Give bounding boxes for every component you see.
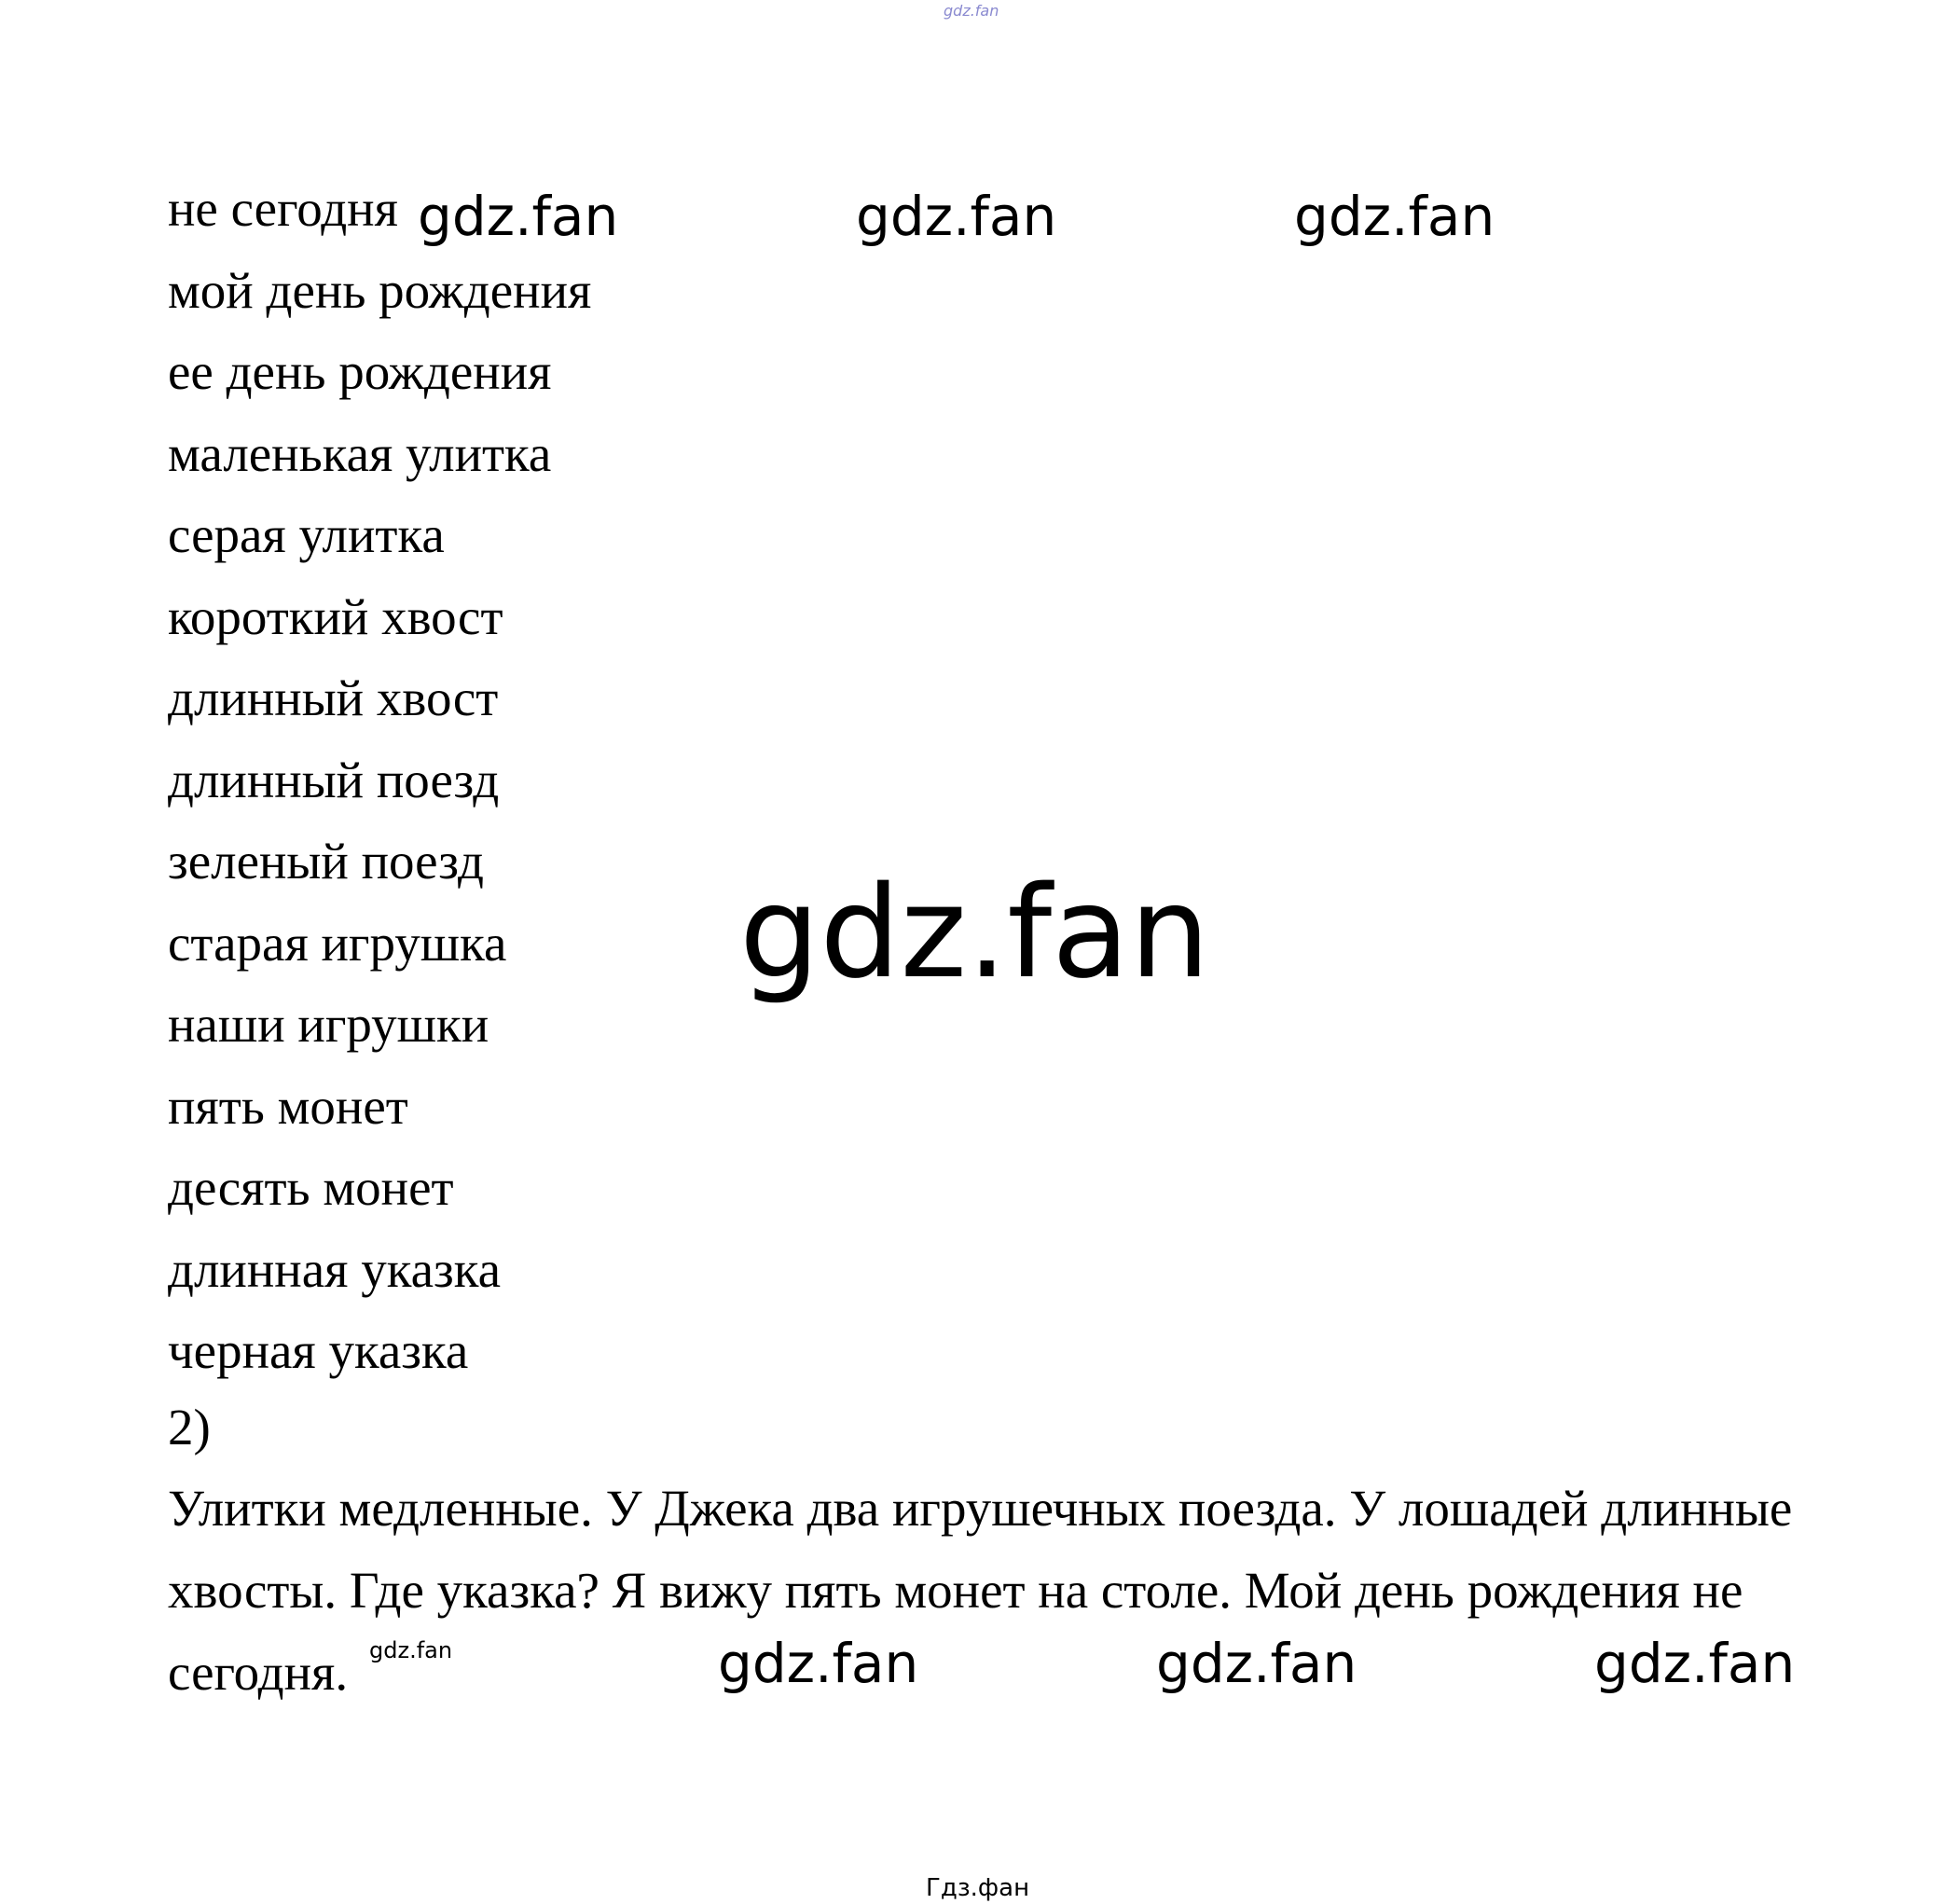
watermark: gdz.fan: [1594, 1632, 1796, 1695]
watermark: gdz.fan: [856, 185, 1057, 248]
phrase-item: маленькая улитка: [168, 424, 552, 482]
section-number: 2): [168, 1399, 211, 1456]
answer-paragraph: Улитки медленные. У Джека два игрушечных поезда. У лошадей длинные хвосты. Где указка? Я вижу пять монет на столе. Мой день рождения не сегодня.: [168, 1480, 1793, 1701]
phrase-item: наши игрушки: [168, 996, 489, 1053]
phrase-item: зеленый поезд: [168, 833, 484, 890]
phrase-item: длинная указка: [168, 1240, 502, 1298]
phrase-item: не сегодня: [168, 180, 398, 237]
phrase-item: длинный хвост: [168, 669, 499, 726]
watermark: gdz.fan: [718, 1632, 919, 1695]
phrase-item: старая игрушка: [168, 914, 507, 972]
top-watermark: gdz.fan: [944, 2, 999, 20]
phrase-item: пять монет: [168, 1077, 408, 1135]
phrase-item: ее день рождения: [168, 343, 552, 400]
phrase-item: короткий хвост: [168, 587, 503, 645]
phrase-item: длинный поезд: [168, 751, 500, 808]
phrase-item: черная указка: [168, 1322, 469, 1379]
watermark: gdz.fan: [418, 185, 619, 248]
phrase-item: серая улитка: [168, 506, 445, 563]
phrase-list: [168, 168, 591, 1392]
watermark-small: gdz.fan: [369, 1637, 453, 1663]
watermark: gdz.fan: [1156, 1632, 1357, 1695]
phrase-item: десять монет: [168, 1159, 454, 1216]
watermark-center: gdz.fan: [739, 860, 1210, 1007]
phrase-item: мой день рождения: [168, 261, 592, 319]
watermark: gdz.fan: [1294, 185, 1495, 248]
footer-mark: Гдз.фан: [926, 1874, 1030, 1902]
